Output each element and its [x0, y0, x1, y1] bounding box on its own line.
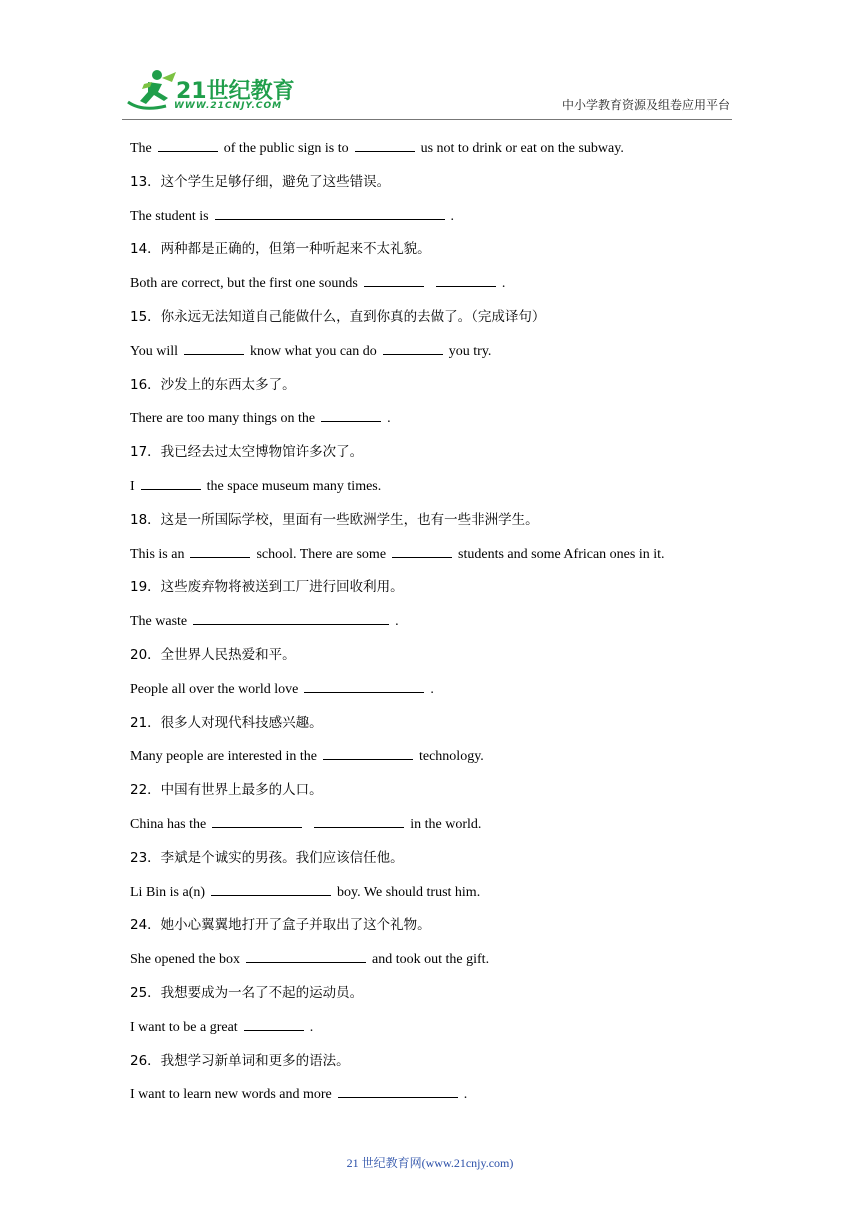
answer-blank[interactable]: [304, 678, 424, 693]
answer-line: [130, 272, 730, 306]
line-text: 23．李斌是个诚实的男孩。我们应该信任他。: [130, 849, 404, 866]
question-prompt: [130, 441, 730, 475]
line-text: 19．这些废弃物将被送到工厂进行回收利用。: [130, 579, 404, 596]
question-prompt: [130, 779, 730, 813]
answer-line: [130, 610, 730, 644]
answer-blank[interactable]: [364, 272, 424, 287]
answer-blank[interactable]: [338, 1083, 458, 1098]
line-text: of the public sign is to: [223, 141, 349, 156]
header-divider: [122, 119, 732, 120]
line-text: Many people are interested in the: [130, 749, 317, 765]
answer-line: [130, 205, 730, 239]
answer-blank[interactable]: [212, 813, 302, 828]
answer-line: [130, 881, 730, 915]
line-text: 17．我已经去过太空博物馆许多次了。: [130, 444, 364, 461]
answer-blank[interactable]: [211, 881, 331, 896]
answer-blank[interactable]: [321, 407, 381, 422]
line-text: know what you can do: [250, 343, 377, 359]
answer-blank[interactable]: [184, 340, 244, 355]
answer-blank[interactable]: [436, 272, 496, 287]
line-text: .: [309, 1019, 314, 1035]
line-text: the space museum many times.: [206, 478, 382, 494]
line-text: boy. We should trust him.: [337, 884, 481, 900]
answer-blank[interactable]: [314, 813, 404, 828]
answer-blank[interactable]: [323, 745, 413, 760]
answer-line: [130, 813, 730, 847]
page-header: [0, 0, 860, 126]
line-text: 13．这个学生足够仔细，避免了这些错误。: [130, 173, 391, 190]
line-text: Both are correct, but the first one sounds: [130, 276, 358, 292]
answer-line: [130, 948, 730, 982]
answer-blank[interactable]: [190, 543, 250, 558]
answer-line: [130, 1016, 730, 1050]
answer-blank[interactable]: [392, 543, 452, 558]
answer-blank[interactable]: [215, 205, 445, 220]
line-text: 15．你永远无法知道自己能做什么，直到你真的去做了。（完成译句）: [130, 308, 546, 325]
line-text: 14．两种都是正确的，但第一种听起来不太礼貌。: [130, 241, 431, 258]
line-text: students and some African ones in it.: [458, 546, 665, 562]
line-text: China has the: [130, 816, 207, 832]
question-prompt: [130, 847, 730, 881]
line-text: 22．中国有世界上最多的人口。: [130, 782, 323, 799]
question-prompt: [130, 576, 730, 610]
platform-name: 中小学教育资源及组卷应用平台: [561, 98, 730, 112]
question-prompt: [130, 374, 730, 408]
line-text: I want to learn new words and more: [130, 1087, 332, 1103]
line-text: I: [130, 478, 135, 494]
logo-url: WWW.21CNJY.COM: [174, 101, 283, 111]
line-text: 18．这是一所国际学校，里面有一些欧洲学生，也有一些非洲学生。: [130, 511, 539, 528]
answer-blank[interactable]: [244, 1016, 304, 1031]
line-text: The student is: [130, 208, 209, 224]
page-footer: 21 世纪教育网(www.21cnjy.com): [346, 1156, 514, 1170]
logo: [122, 68, 295, 116]
runner-logo-icon: [122, 68, 178, 114]
line-text: in the world.: [410, 816, 482, 832]
answer-line: [130, 745, 730, 779]
question-prompt: [130, 644, 730, 678]
line-text: Li Bin is a(n): [130, 884, 206, 900]
logo-text: 21世纪教育: [176, 79, 295, 104]
line-text: technology.: [418, 749, 484, 765]
line-text: There are too many things on the: [130, 411, 316, 427]
question-prompt: [130, 171, 730, 205]
line-text: 25．我想要成为一名了不起的运动员。: [130, 984, 364, 1001]
line-text: She opened the box: [130, 952, 241, 968]
line-text: .: [450, 208, 455, 224]
answer-line: [130, 678, 730, 712]
answer-line: [130, 407, 730, 441]
line-text: 16．沙发上的东西太多了。: [130, 376, 296, 393]
question-prompt: [130, 1050, 730, 1084]
line-text: The: [130, 141, 152, 156]
answer-blank[interactable]: [193, 610, 389, 625]
line-text: You will: [130, 343, 178, 359]
line-text: .: [501, 276, 506, 292]
line-text: .: [387, 411, 391, 427]
question-prompt: [130, 982, 730, 1016]
line-text: school. There are some: [256, 546, 387, 562]
answer-blank[interactable]: [246, 948, 366, 963]
line-text: us not to drink or eat on the subway.: [420, 141, 624, 156]
exercise-content: [130, 137, 730, 1117]
line-text: .: [463, 1087, 468, 1103]
answer-line: [130, 340, 730, 374]
line-text: 26．我想学习新单词和更多的语法。: [130, 1052, 350, 1069]
answer-line: [130, 137, 730, 171]
line-text: 21．很多人对现代科技感兴趣。: [130, 714, 323, 731]
line-text: you try.: [448, 343, 492, 359]
answer-line: [130, 1083, 730, 1117]
answer-line: [130, 475, 730, 509]
question-prompt: [130, 914, 730, 948]
line-text: I want to be a great: [130, 1019, 238, 1035]
line-text: The waste: [130, 614, 188, 630]
line-text: .: [430, 681, 434, 697]
line-text: People all over the world love: [130, 681, 299, 697]
answer-blank[interactable]: [158, 137, 218, 152]
question-prompt: [130, 712, 730, 746]
answer-blank[interactable]: [355, 137, 415, 152]
question-prompt: [130, 306, 730, 340]
question-prompt: [130, 509, 730, 543]
line-text: 20．全世界人民热爱和平。: [130, 646, 296, 663]
answer-line: [130, 543, 730, 577]
line-text: 24．她小心翼翼地打开了盒子并取出了这个礼物。: [130, 917, 431, 934]
line-text: and took out the gift.: [372, 952, 490, 968]
question-prompt: [130, 238, 730, 272]
answer-blank[interactable]: [141, 475, 201, 490]
line-text: This is an: [130, 546, 185, 562]
line-text: .: [395, 614, 399, 630]
answer-blank[interactable]: [383, 340, 443, 355]
